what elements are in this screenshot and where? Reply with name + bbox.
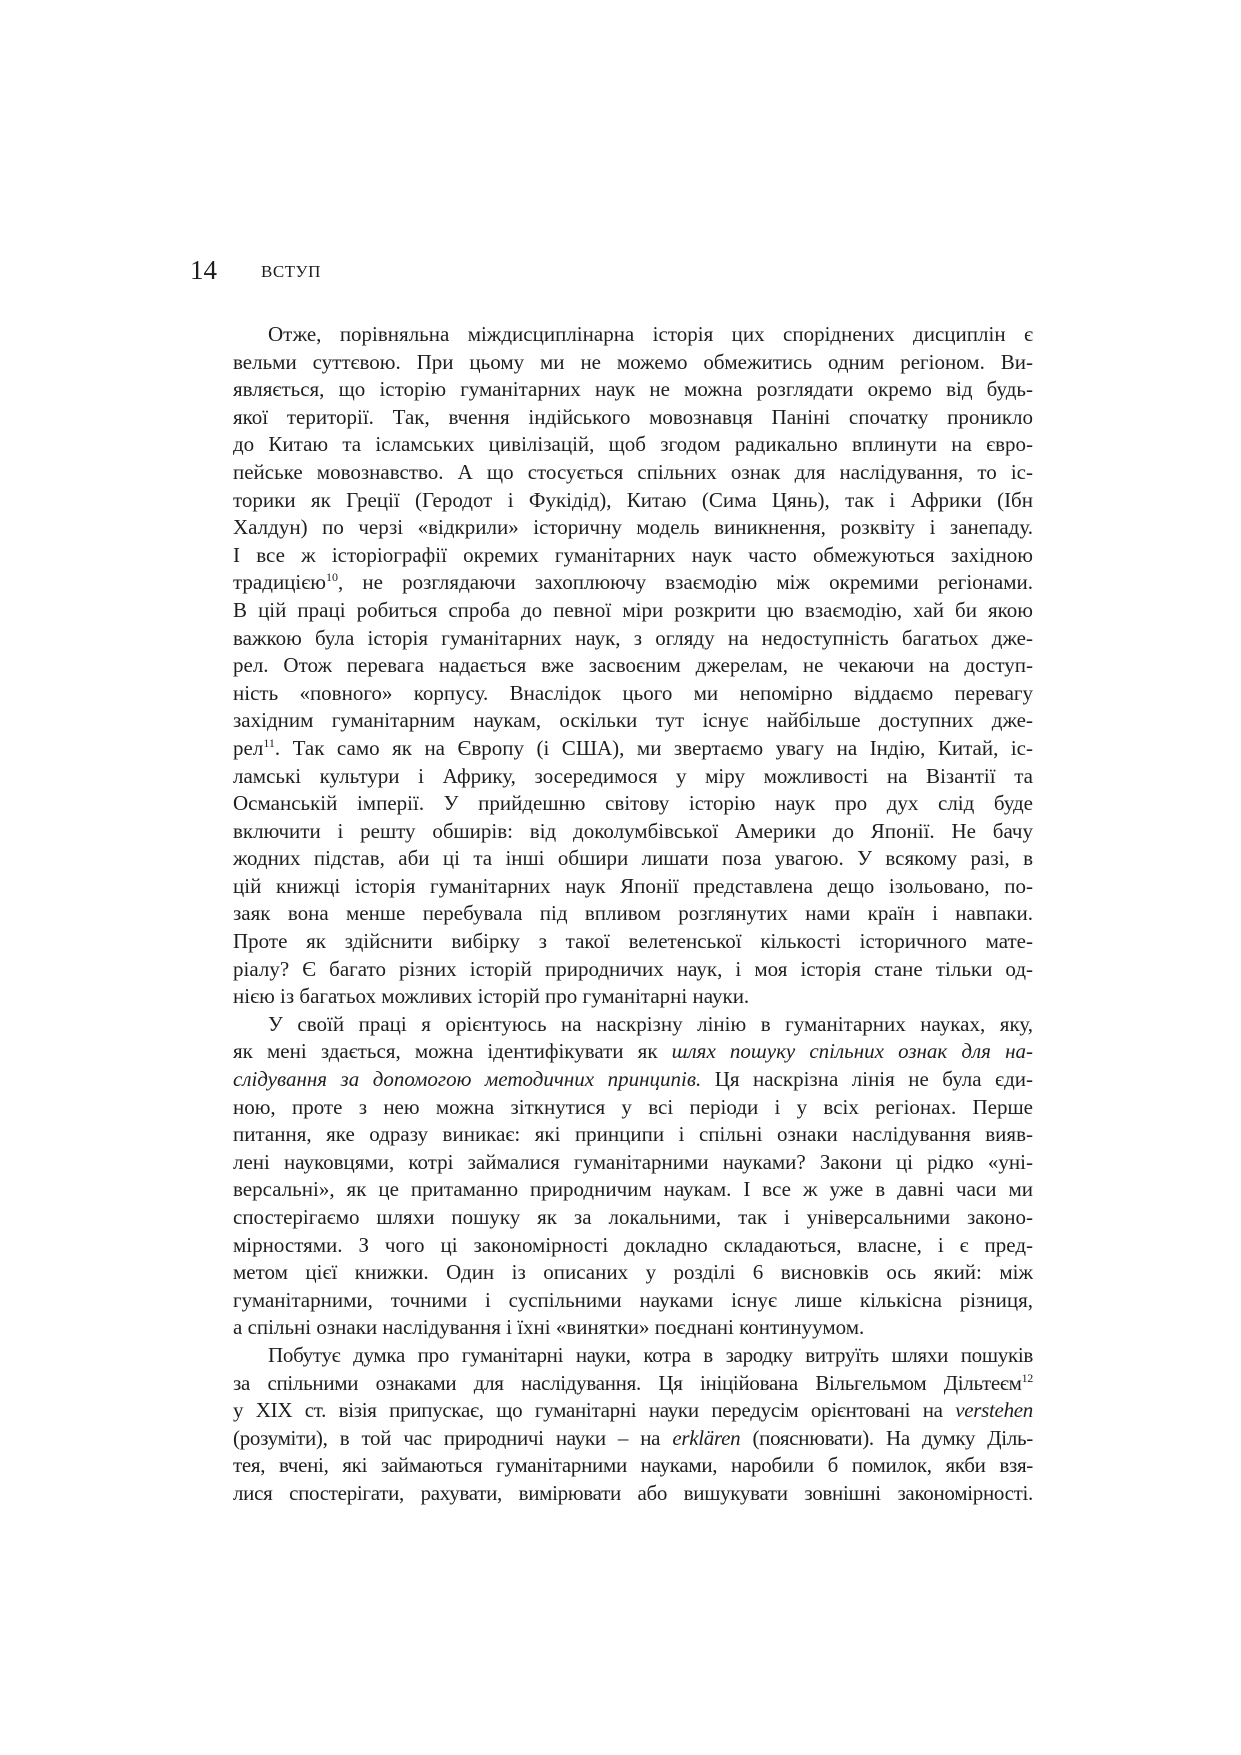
text-line: [233, 1370, 1033, 1398]
text-line: до Китаю та ісламських цивілізацій, щоб згодом радикально вплинути на євро-: [233, 432, 1033, 457]
paragraph-3: [233, 1342, 1033, 1508]
page-number: 14: [190, 255, 217, 285]
text-line: [233, 1425, 1033, 1453]
text-line: питання, яке одразу виникає: які принципи і спільні ознаки наслідування вияв-: [233, 1122, 1033, 1147]
text-line: пейське мовознавство. А що стосується спільних ознак для наслідування, то іс-: [233, 459, 1033, 484]
line-text: . Так само як на Європу (і США), ми звертаємо увагу на Індію, Китай, іс-: [274, 735, 1033, 760]
text-line: У своїй праці я орієнтуюсь на наскрізну лінію в гуманітарних науках, яку,: [268, 1011, 1033, 1036]
text-line: версальні», як це притаманно природничим наукам. І все ж уже в давні часи ми: [233, 1177, 1033, 1202]
footnote-ref-11: 11: [263, 735, 275, 750]
text-line: В цій праці робиться спроба до певної міри розкрити цю взаємодію, хай би якою: [233, 597, 1033, 622]
line-text: (розуміти), в той час природничі науки – на: [233, 1425, 673, 1450]
text-line: [233, 735, 1033, 763]
running-title: ВСТУП: [261, 262, 321, 281]
text-line: мірностями. З чого ці закономірності докладно складаються, власне, і є пред-: [233, 1232, 1033, 1257]
text-line: заяк вона менше перебувала під впливом розглянутих нами країн і навпаки.: [233, 901, 1033, 926]
body-text: [233, 321, 1033, 1508]
text-line: ріалу? Є багато різних історій природничих наук, і моя історія стане тільки од-: [233, 956, 1033, 981]
text-line: нією із багатьох можливих історій про гуманітарні науки.: [233, 984, 750, 1009]
text-line: гуманітарними, точними і суспільними науками існує лише кількісна різниця,: [233, 1287, 1033, 1312]
text-line: жодних підстав, аби ці та інші обшири лишати поза увагою. У всякому разі, в: [233, 846, 1033, 871]
text-line: лися спостерігати, рахувати, вимірювати або вишукувати зовнішні закономірності.: [233, 1480, 1033, 1505]
text-line: [233, 1038, 1033, 1066]
text-line: тея, вчені, які займаються гуманітарними науками, наробили б помилок, якби взя-: [233, 1453, 1033, 1478]
text-line: метом цієї книжки. Один із описаних у розділі 6 висновків ось який: між: [233, 1260, 1033, 1285]
text-line: включити і решту обширів: від доколумбівської Америки до Японії. Не бачу: [233, 818, 1033, 843]
text-line: Османській імперії. У прийдешню світову історію наук про дух слід буде: [233, 791, 1033, 816]
italic-text: шлях пошуку спільних ознак для на-: [671, 1039, 1033, 1064]
paragraph-2: [233, 1011, 1033, 1342]
footnote-ref-12: 12: [1021, 1370, 1033, 1385]
line-text: за спільними ознаками для наслідування. Ця ініційована Вільгельмом Дільтеєм: [233, 1370, 1022, 1395]
text-line: І все ж історіографії окремих гуманітарних наук часто обмежуються західною: [233, 542, 1033, 567]
text-line: цій книжці історія гуманітарних наук Японії представлена дещо ізольовано, по-: [233, 873, 1033, 898]
line-text: , не розглядаючи захоплюючу взаємодію між окремими регіонами.: [337, 570, 1033, 595]
text-line: Проте як здійснити вибірку з такої велетенської кількості історичного мате-: [233, 929, 1033, 954]
italic-text: erklären: [672, 1425, 741, 1450]
line-text: рел: [233, 735, 264, 760]
text-line: рел. Отож перевага надається вже засвоєним джерелам, не чекаючи на доступ-: [233, 653, 1033, 678]
text-line: важкою була історія гуманітарних наук, з огляду на недоступність багатьох дже-: [233, 625, 1033, 650]
text-line: лені науковцями, котрі займалися гуманітарними науками? Закони ці рідко «уні-: [233, 1149, 1033, 1174]
text-line: ламські культури і Африку, зосередимося у міру можливості на Візантії та: [233, 763, 1033, 788]
text-line: вельми суттєвою. При цьому ми не можемо обмежитись одним регіоном. Ви-: [233, 349, 1033, 374]
paragraph-1: [233, 321, 1033, 1011]
text-line: а спільні ознаки наслідування і їхні «винятки» поєднані континуумом.: [233, 1315, 865, 1340]
line-text: як мені здається, можна ідентифікувати як: [233, 1039, 672, 1064]
line-text: (пояснювати). На думку Діль-: [740, 1425, 1033, 1450]
line-text: Ця наскрізна лінія не була єди-: [701, 1067, 1033, 1092]
italic-text: verstehen: [955, 1398, 1033, 1423]
text-line: Побутує думка про гуманітарні науки, котра в зародку витруїть шляхи пошуків: [268, 1342, 1033, 1367]
text-line: західним гуманітарним наукам, оскільки тут існує найбільше доступних дже-: [233, 708, 1033, 733]
line-text: у XIX ст. візія припускає, що гуманітарні науки передусім орієнтовані на: [233, 1398, 956, 1423]
text-line: ність «повного» корпусу. Внаслідок цього ми непомірно віддаємо перевагу: [233, 680, 1033, 705]
text-line: [233, 1397, 1033, 1425]
line-text: традицією: [233, 570, 326, 595]
text-line: [233, 1066, 1033, 1094]
text-line: ною, проте з нею можна зіткнутися у всі періоди і у всіх регіонах. Перше: [233, 1094, 1033, 1119]
text-line: являється, що історію гуманітарних наук не можна розглядати окремо від будь-: [233, 377, 1033, 402]
text-line: спостерігаємо шляхи пошуку як за локальними, так і універсальними законо-: [233, 1205, 1033, 1229]
italic-text: слідування за допомогою методичних принципів.: [233, 1067, 702, 1092]
text-line: Халдун) по черзі «відкрили» історичну модель виникнення, розквіту і занепаду.: [233, 515, 1033, 540]
text-line: Отже, порівняльна міждисциплінарна історія цих споріднених дисциплін є: [268, 322, 1033, 346]
text-line: якої території. Так, вчення індійського мовознавця Паніні спочатку проникло: [233, 404, 1033, 429]
text-line: торики як Греції (Геродот і Фукідід), Китаю (Сима Цянь), так і Африки (Ібн: [233, 487, 1033, 512]
text-line: [233, 569, 1033, 597]
footnote-ref-10: 10: [325, 570, 338, 585]
